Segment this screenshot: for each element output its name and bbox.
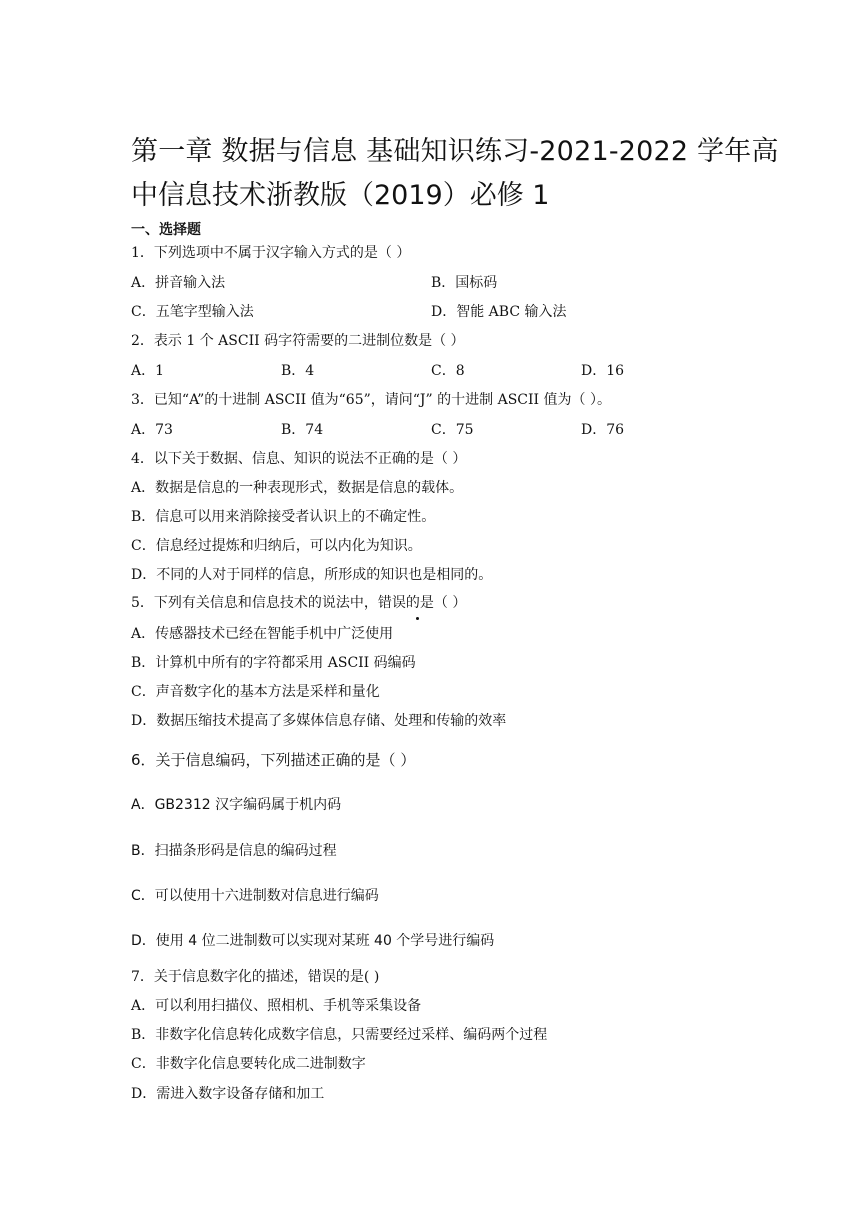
question-3-option-b: B．74 bbox=[281, 422, 324, 438]
question-7-stem: 7．关于信息数字化的描述，错误的是( ) bbox=[131, 969, 380, 985]
question-6-stem: 6．关于信息编码，下列描述正确的是（ ） bbox=[131, 751, 416, 769]
question-4-stem: 4．以下关于数据、信息、知识的说法不正确的是（ ） bbox=[131, 451, 467, 467]
question-7-option-c: C．非数字化信息要转化成二进制数字 bbox=[131, 1056, 366, 1072]
question-1-option-d: D．智能 ABC 输入法 bbox=[431, 304, 567, 320]
question-6-option-b: B．扫描条形码是信息的编码过程 bbox=[131, 843, 337, 859]
question-6-option-d: D．使用 4 位二进制数可以实现对某班 40 个学号进行编码 bbox=[131, 933, 495, 949]
question-3-option-a: A．73 bbox=[131, 422, 173, 438]
question-5-option-d: D．数据压缩技术提高了多媒体信息存储、处理和传输的效率 bbox=[131, 713, 507, 729]
question-7-option-a: A．可以利用扫描仪、照相机、手机等采集设备 bbox=[131, 998, 422, 1014]
question-7-option-d: D．需进入数字设备存储和加工 bbox=[131, 1086, 325, 1102]
question-1-option-c: C．五笔字型输入法 bbox=[131, 304, 254, 320]
question-3-option-c: C．75 bbox=[431, 422, 474, 438]
question-1-option-b: B．国标码 bbox=[431, 275, 498, 291]
question-2-option-c: C．8 bbox=[431, 363, 465, 379]
question-6-option-c: C．可以使用十六进制数对信息进行编码 bbox=[131, 888, 379, 904]
question-1-option-a: A．拼音输入法 bbox=[131, 275, 226, 291]
question-3-option-d: D．76 bbox=[581, 422, 625, 438]
question-1-stem: 1．下列选项中不属于汉字输入方式的是（ ） bbox=[131, 245, 411, 261]
question-5-option-c: C．声音数字化的基本方法是采样和量化 bbox=[131, 684, 380, 700]
section-heading: 一、选择题 bbox=[131, 222, 201, 238]
question-2-option-d: D．16 bbox=[581, 363, 625, 379]
question-4-option-a: A．数据是信息的一种表现形式，数据是信息的载体。 bbox=[131, 480, 464, 496]
question-2-option-a: A．1 bbox=[131, 363, 165, 379]
question-4-option-b: B．信息可以用来消除接受者认识上的不确定性。 bbox=[131, 509, 436, 525]
document-title-line-1: 第一章 数据与信息 基础知识练习-2021-2022 学年高 bbox=[131, 136, 779, 167]
question-4-option-d: D．不同的人对于同样的信息，所形成的知识也是相同的。 bbox=[131, 567, 493, 583]
question-2-option-b: B．4 bbox=[281, 363, 315, 379]
question-5-option-a: A．传感器技术已经在智能手机中广泛使用 bbox=[131, 626, 394, 642]
emphasis-dot bbox=[416, 617, 419, 620]
document-title-line-2: 中信息技术浙教版（2019）必修 1 bbox=[131, 180, 550, 211]
question-6-option-a: A．GB2312 汉字编码属于机内码 bbox=[131, 797, 342, 813]
question-7-option-b: B．非数字化信息转化成数字信息，只需要经过采样、编码两个过程 bbox=[131, 1027, 548, 1043]
question-5-option-b: B．计算机中所有的字符都采用 ASCII 码编码 bbox=[131, 655, 416, 671]
question-3-stem: 3．已知“A”的十进制 ASCII 值为“65”，请问“J” 的十进制 ASCII 值为（ ）。 bbox=[131, 392, 611, 408]
question-2-stem: 2．表示 1 个 ASCII 码字符需要的二进制位数是（ ） bbox=[131, 333, 465, 349]
question-5-stem: 5．下列有关信息和信息技术的说法中，错误的是（ ） bbox=[131, 595, 467, 611]
question-4-option-c: C．信息经过提炼和归纳后，可以内化为知识。 bbox=[131, 538, 422, 554]
